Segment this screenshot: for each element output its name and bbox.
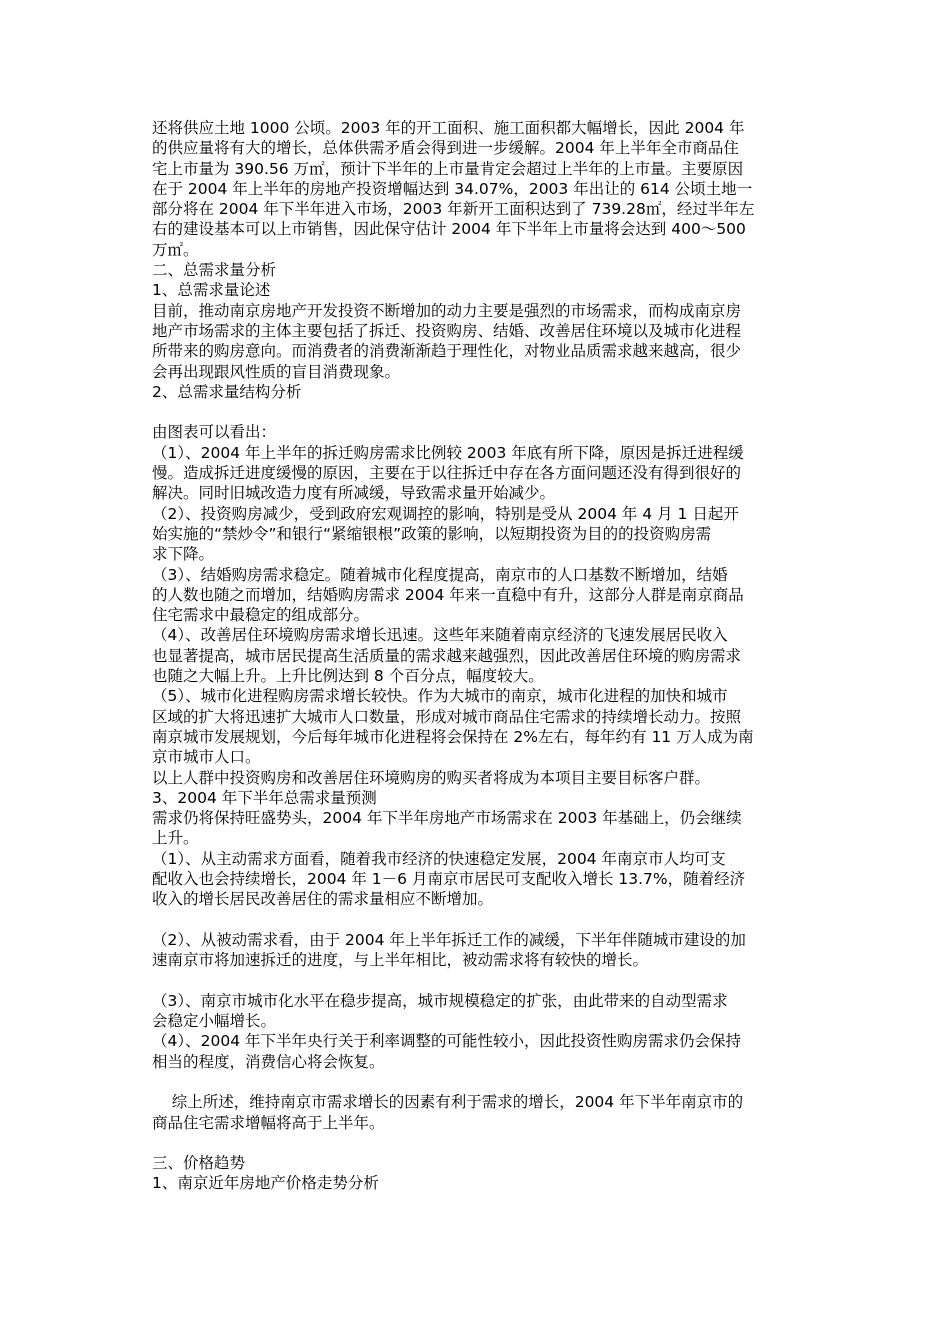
text-line: 目前，推动南京房地产开发投资不断增加的动力主要是强烈的市场需求，而构成南京房: [152, 301, 742, 320]
text-line: 三、价格趋势: [152, 1154, 246, 1173]
text-line: 商品住宅需求增幅将高于上半年。: [152, 1113, 385, 1132]
text-line: 解决。同时旧城改造力度有所减缓，导致需求量开始减少。: [152, 484, 556, 503]
text-line: 南京城市发展规划，今后每年城市化进程将会保持在 2%左右，每年约有 11 万人成为南: [152, 727, 754, 746]
text-line: （3）、结婚购房需求稳定。随着城市化程度提高，南京市的人口基数不断增加，结婚: [152, 565, 728, 584]
text-line: 收入的增长居民改善居住的需求量相应不断增加。: [152, 890, 494, 909]
text-line: 相当的程度，消费信心将会恢复。: [152, 1052, 385, 1071]
text-line: 1、总需求量论述: [152, 281, 271, 300]
text-line: 部分将在 2004 年下半年进入市场，2003 年新开工面积达到了 739.28㎡，经过半年左: [152, 200, 755, 219]
text-line: 二、总需求量分析: [152, 261, 277, 280]
text-line: 宅上市量为 390.56 万㎡，预计下半年的上市量肯定会超过上半年的上市量。主要原因: [152, 159, 744, 178]
text-line: 由图表可以看出：: [152, 423, 277, 442]
text-line: （4）、2004 年下半年央行关于利率调整的可能性较小，因此投资性购房需求仍会保持: [152, 1032, 741, 1051]
text-line: 住宅需求中最稳定的组成部分。: [152, 606, 370, 625]
blank-line: [152, 970, 802, 990]
document-page: [152, 118, 802, 1194]
text-line: （2）、从被动需求看，由于 2004 年上半年拆迁工作的减缓，下半年伴随城市建设的加: [152, 930, 746, 949]
text-line: 求下降。: [152, 545, 215, 564]
blank-line: [152, 1133, 802, 1153]
text-line: 综上所述，维持南京市需求增长的因素有利于需求的增长，2004 年下半年南京市的: [152, 1093, 744, 1112]
text-line: 2、总需求量结构分析: [152, 382, 302, 401]
text-line: 会再出现跟风性质的盲目消费现象。: [152, 362, 401, 381]
text-line: 速南京市将加速拆迁的进度，与上半年相比，被动需求将有较快的增长。: [152, 951, 649, 970]
text-line: 也随之大幅上升。上升比例达到 8 个百分点，幅度较大。: [152, 667, 544, 686]
text-line: 右的建设基本可以上市销售，因此保守估计 2004 年下半年上市量将会达到 400～500: [152, 220, 746, 239]
text-line: 需求仍将保持旺盛势头，2004 年下半年房地产市场需求在 2003 年基础上，仍会继续: [152, 809, 742, 828]
text-line: 的人数也随之而增加，结婚购房需求 2004 年来一直稳中有升，这部分人群是南京商品: [152, 585, 744, 604]
text-line: 1、南京近年房地产价格走势分析: [152, 1174, 379, 1193]
blank-line: [152, 910, 802, 930]
text-line: 始实施的“禁炒令”和银行“紧缩银根”政策的影响，以短期投资为目的的投资购房需: [152, 524, 712, 543]
text-line: 还将供应土地 1000 公顷。2003 年的开工面积、施工面积都大幅增长，因此 2004 年: [152, 119, 745, 137]
blank-line: [152, 1072, 802, 1092]
text-line: 地产市场需求的主体主要包括了拆迁、投资购房、结婚、改善居住环境以及城市化进程: [152, 321, 742, 340]
text-line: （4）、改善居住环境购房需求增长迅速。这些年来随着南京经济的飞速发展居民收入: [152, 626, 728, 645]
blank-line: [152, 402, 802, 422]
text-line: 也显著提高，城市居民提高生活质量的需求越来越强烈，因此改善居住环境的购房需求: [152, 646, 742, 665]
text-line: 区域的扩大将迅速扩大城市人口数量，形成对城市商品住宅需求的持续增长动力。按照: [152, 707, 742, 726]
text-line: 3、2004 年下半年总需求量预测: [152, 788, 377, 807]
text-line: （1）、从主动需求方面看，随着我市经济的快速稳定发展，2004 年南京市人均可支: [152, 849, 726, 868]
text-line: 万㎡。: [152, 240, 199, 259]
text-line: （3）、南京市城市化水平在稳步提高，城市规模稳定的扩张，由此带来的自动型需求: [152, 991, 728, 1010]
text-line: 上升。: [152, 829, 199, 848]
text-line: 会稳定小幅增长。: [152, 1012, 277, 1031]
text-line: （1）、2004 年上半年的拆迁购房需求比例较 2003 年底有所下降，原因是拆迁进程缓: [152, 443, 744, 462]
text-line: 慢。造成拆迁进度缓慢的原因，主要在于以往拆迁中存在各方面问题还没有得到很好的: [152, 464, 742, 483]
text-line: 以上人群中投资购房和改善居住环境购房的购买者将成为本项目主要目标客户群。: [152, 768, 711, 787]
text-line: （5）、城市化进程购房需求增长较快。作为大城市的南京，城市化进程的加快和城市: [152, 687, 728, 706]
text-line: （2）、投资购房减少，受到政府宏观调控的影响，特别是受从 2004 年 4 月 1 日起开: [152, 504, 739, 523]
text-line: 在于 2004 年上半年的房地产投资增幅达到 34.07%，2003 年出让的 614 公顷土地一: [152, 179, 753, 198]
text-line: 所带来的购房意向。而消费者的消费渐渐趋于理性化，对物业品质需求越来越高，很少: [152, 342, 742, 361]
text-line: 配收入也会持续增长，2004 年 1－6 月南京市居民可支配收入增长 13.7%，随着经济: [152, 869, 746, 888]
text-line: 京市城市人口。: [152, 748, 261, 767]
text-line: 的供应量将有大的增长，总体供需矛盾会得到进一步缓解。2004 年上半年全市商品住: [152, 139, 739, 158]
